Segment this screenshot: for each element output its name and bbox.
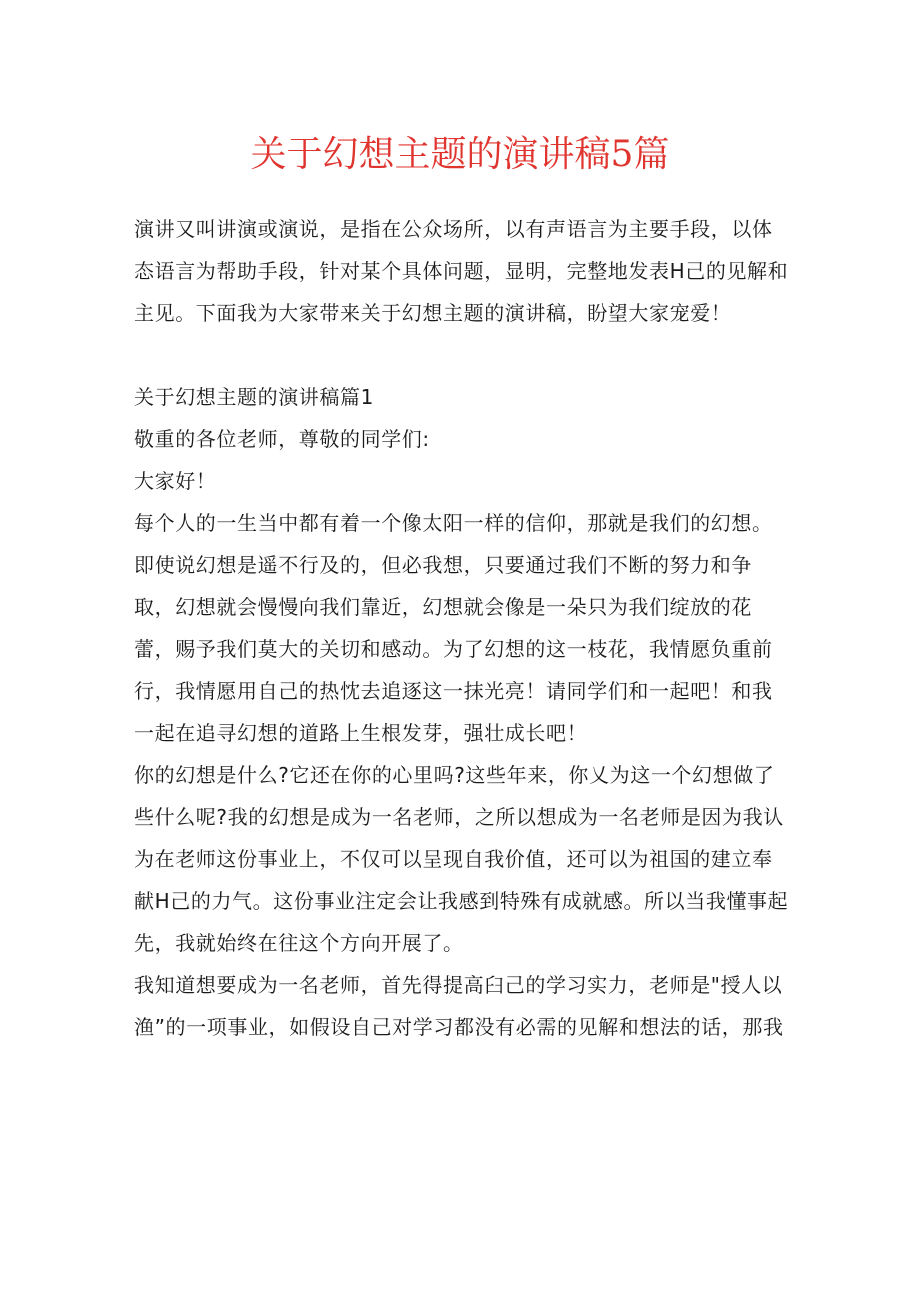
section-heading: 关于幻想主题的演讲稿篇1: [134, 385, 374, 409]
greeting-line: 大家好！: [134, 469, 217, 493]
document-body: [134, 208, 790, 1048]
body-paragraph: 我知道想要成为一名老师，首先得提高臼己的学习实力，老师是"授人以渔”的一项事业，如假设自己对学习都没有必需的见解和想法的话，那我: [134, 973, 784, 1039]
intro-paragraph: 演讲又叫讲演或演说，是指在公众场所，以有声语言为主要手段，以体态语言为帮助手段，针对某个具体问题，显明，完整地发表H己的见解和主见。下面我为大家带来关于幻想主题的演讲稿，盼望大家宠爱！: [134, 217, 789, 325]
body-paragraph: 你的幻想是什么?它还在你的心里吗?这些年来，你乂为这一个幻想做了些什么呢?我的幻想是成为一名老师，之所以想成为一名老师是因为我认为在老师这份事业上，不仅可以呈现自我价值，还可以为祖国的建立奉献H己的力气。这份事业注定会让我感到特殊有成就感。所以当我懂事起先，我就始终在往这个方向开展了。: [134, 763, 789, 955]
salutation-line: 敬重的各位老师，尊敬的同学们:: [134, 427, 430, 451]
document-title: 关于幻想主题的演讲稿5篇: [250, 134, 670, 175]
body-paragraph: 每个人的一生当中都有着一个像太阳一样的信仰，那就是我们的幻想。即使说幻想是遥不行及的，但必我想，只要通过我们不断的努力和争取，幻想就会慢慢向我们靠近，幻想就会像是一朵只为我们绽放的花蕾，赐予我们莫大的关切和感动。为了幻想的这一枝花，我情愿负重前行，我情愿用自己的热忱去追逐这一抹光亮！请同学们和一起吧！和我一起在追寻幻想的道路上生根发芽，强壮成长吧！: [134, 511, 773, 745]
